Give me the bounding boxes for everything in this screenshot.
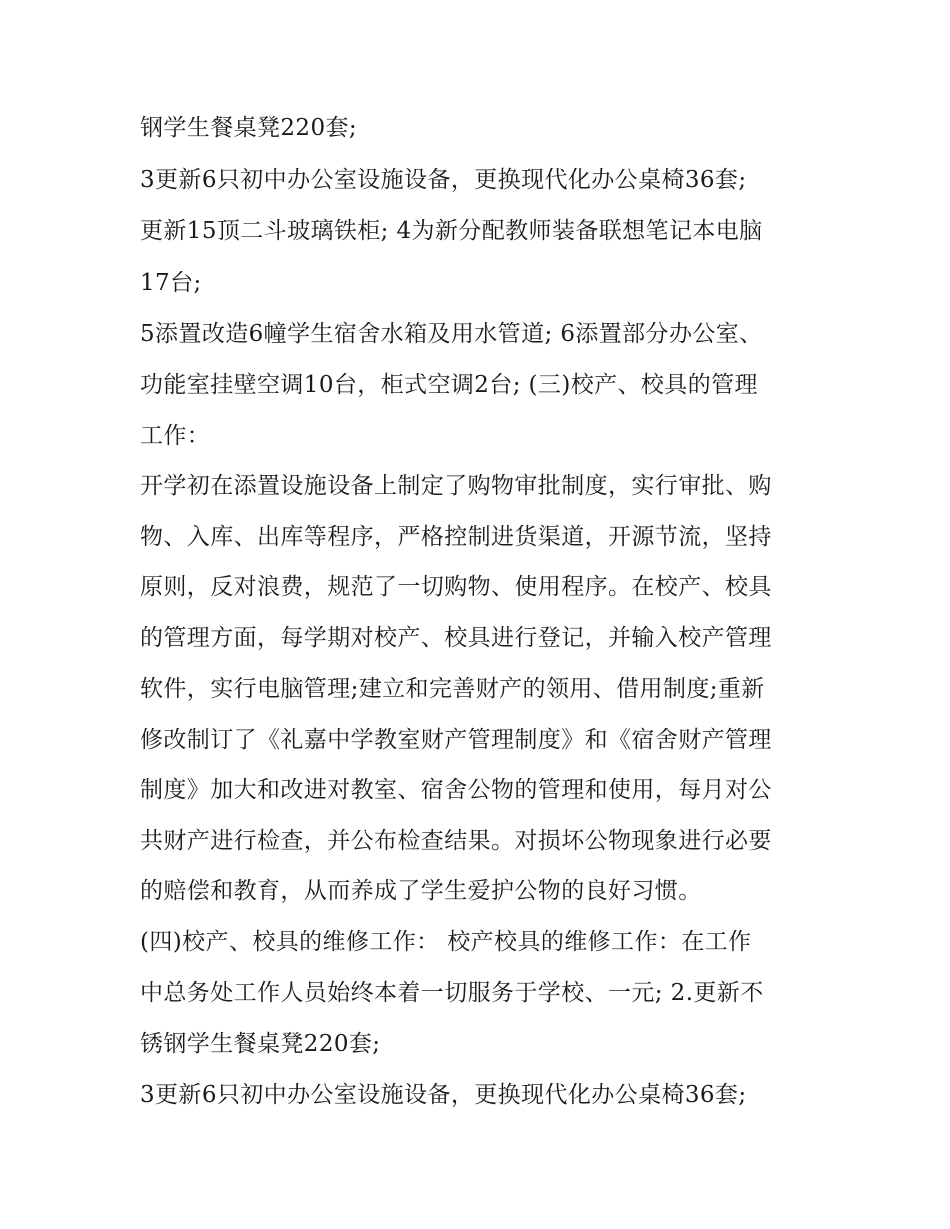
text-line: 的管理方面，每学期对校产、校具进行登记，并输入校产管理 xyxy=(140,625,772,651)
text-line: 钢学生餐桌凳220套; xyxy=(140,115,358,141)
text-line: 物、入库、出库等程序，严格控制进货渠道，开源节流，坚持 xyxy=(140,524,772,550)
text-line: 制度》加大和改进对教室、宿舍公物的管理和使用，每月对公 xyxy=(140,777,772,803)
text-line: 的赔偿和教育，从而养成了学生爱护公物的良好习惯。 xyxy=(140,878,702,904)
text-line: 锈钢学生餐桌凳220套; xyxy=(140,1031,381,1057)
text-line: 3更新6只初中办公室设施设备，更换现代化办公桌椅36套; xyxy=(140,167,747,193)
text-line: 共财产进行检查，并公布检查结果。对损坏公物现象进行必要 xyxy=(140,828,772,854)
text-line: (四)校产、校具的维修工作： 校产校具的维修工作：在工作 xyxy=(140,929,752,955)
text-line: 更新15顶二斗玻璃铁柜; 4为新分配教师装备联想笔记本电脑 xyxy=(140,218,763,244)
text-line: 功能室挂壁空调10台，柜式空调2台; (三)校产、校具的管理 xyxy=(140,372,758,398)
text-line: 17台; xyxy=(140,270,202,296)
text-line: 原则，反对浪费，规范了一切购物、使用程序。在校产、校具 xyxy=(140,574,772,600)
text-line: 5添置改造6幢学生宿舍水箱及用水管道; 6添置部分办公室、 xyxy=(140,321,763,347)
text-line: 开学初在添置设施设备上制定了购物审批制度，实行审批、购 xyxy=(140,473,772,499)
text-line: 软件，实行电脑管理;建立和完善财产的领用、借用制度;重新 xyxy=(140,676,765,702)
text-line: 3更新6只初中办公室设施设备，更换现代化办公桌椅36套; xyxy=(140,1082,747,1108)
text-line: 工作： xyxy=(140,423,211,449)
text-line: 修改制订了《礼嘉中学教室财产管理制度》和《宿舍财产管理 xyxy=(140,727,772,753)
text-line: 中总务处工作人员始终本着一切服务于学校、一元; 2.更新不 xyxy=(140,980,764,1006)
